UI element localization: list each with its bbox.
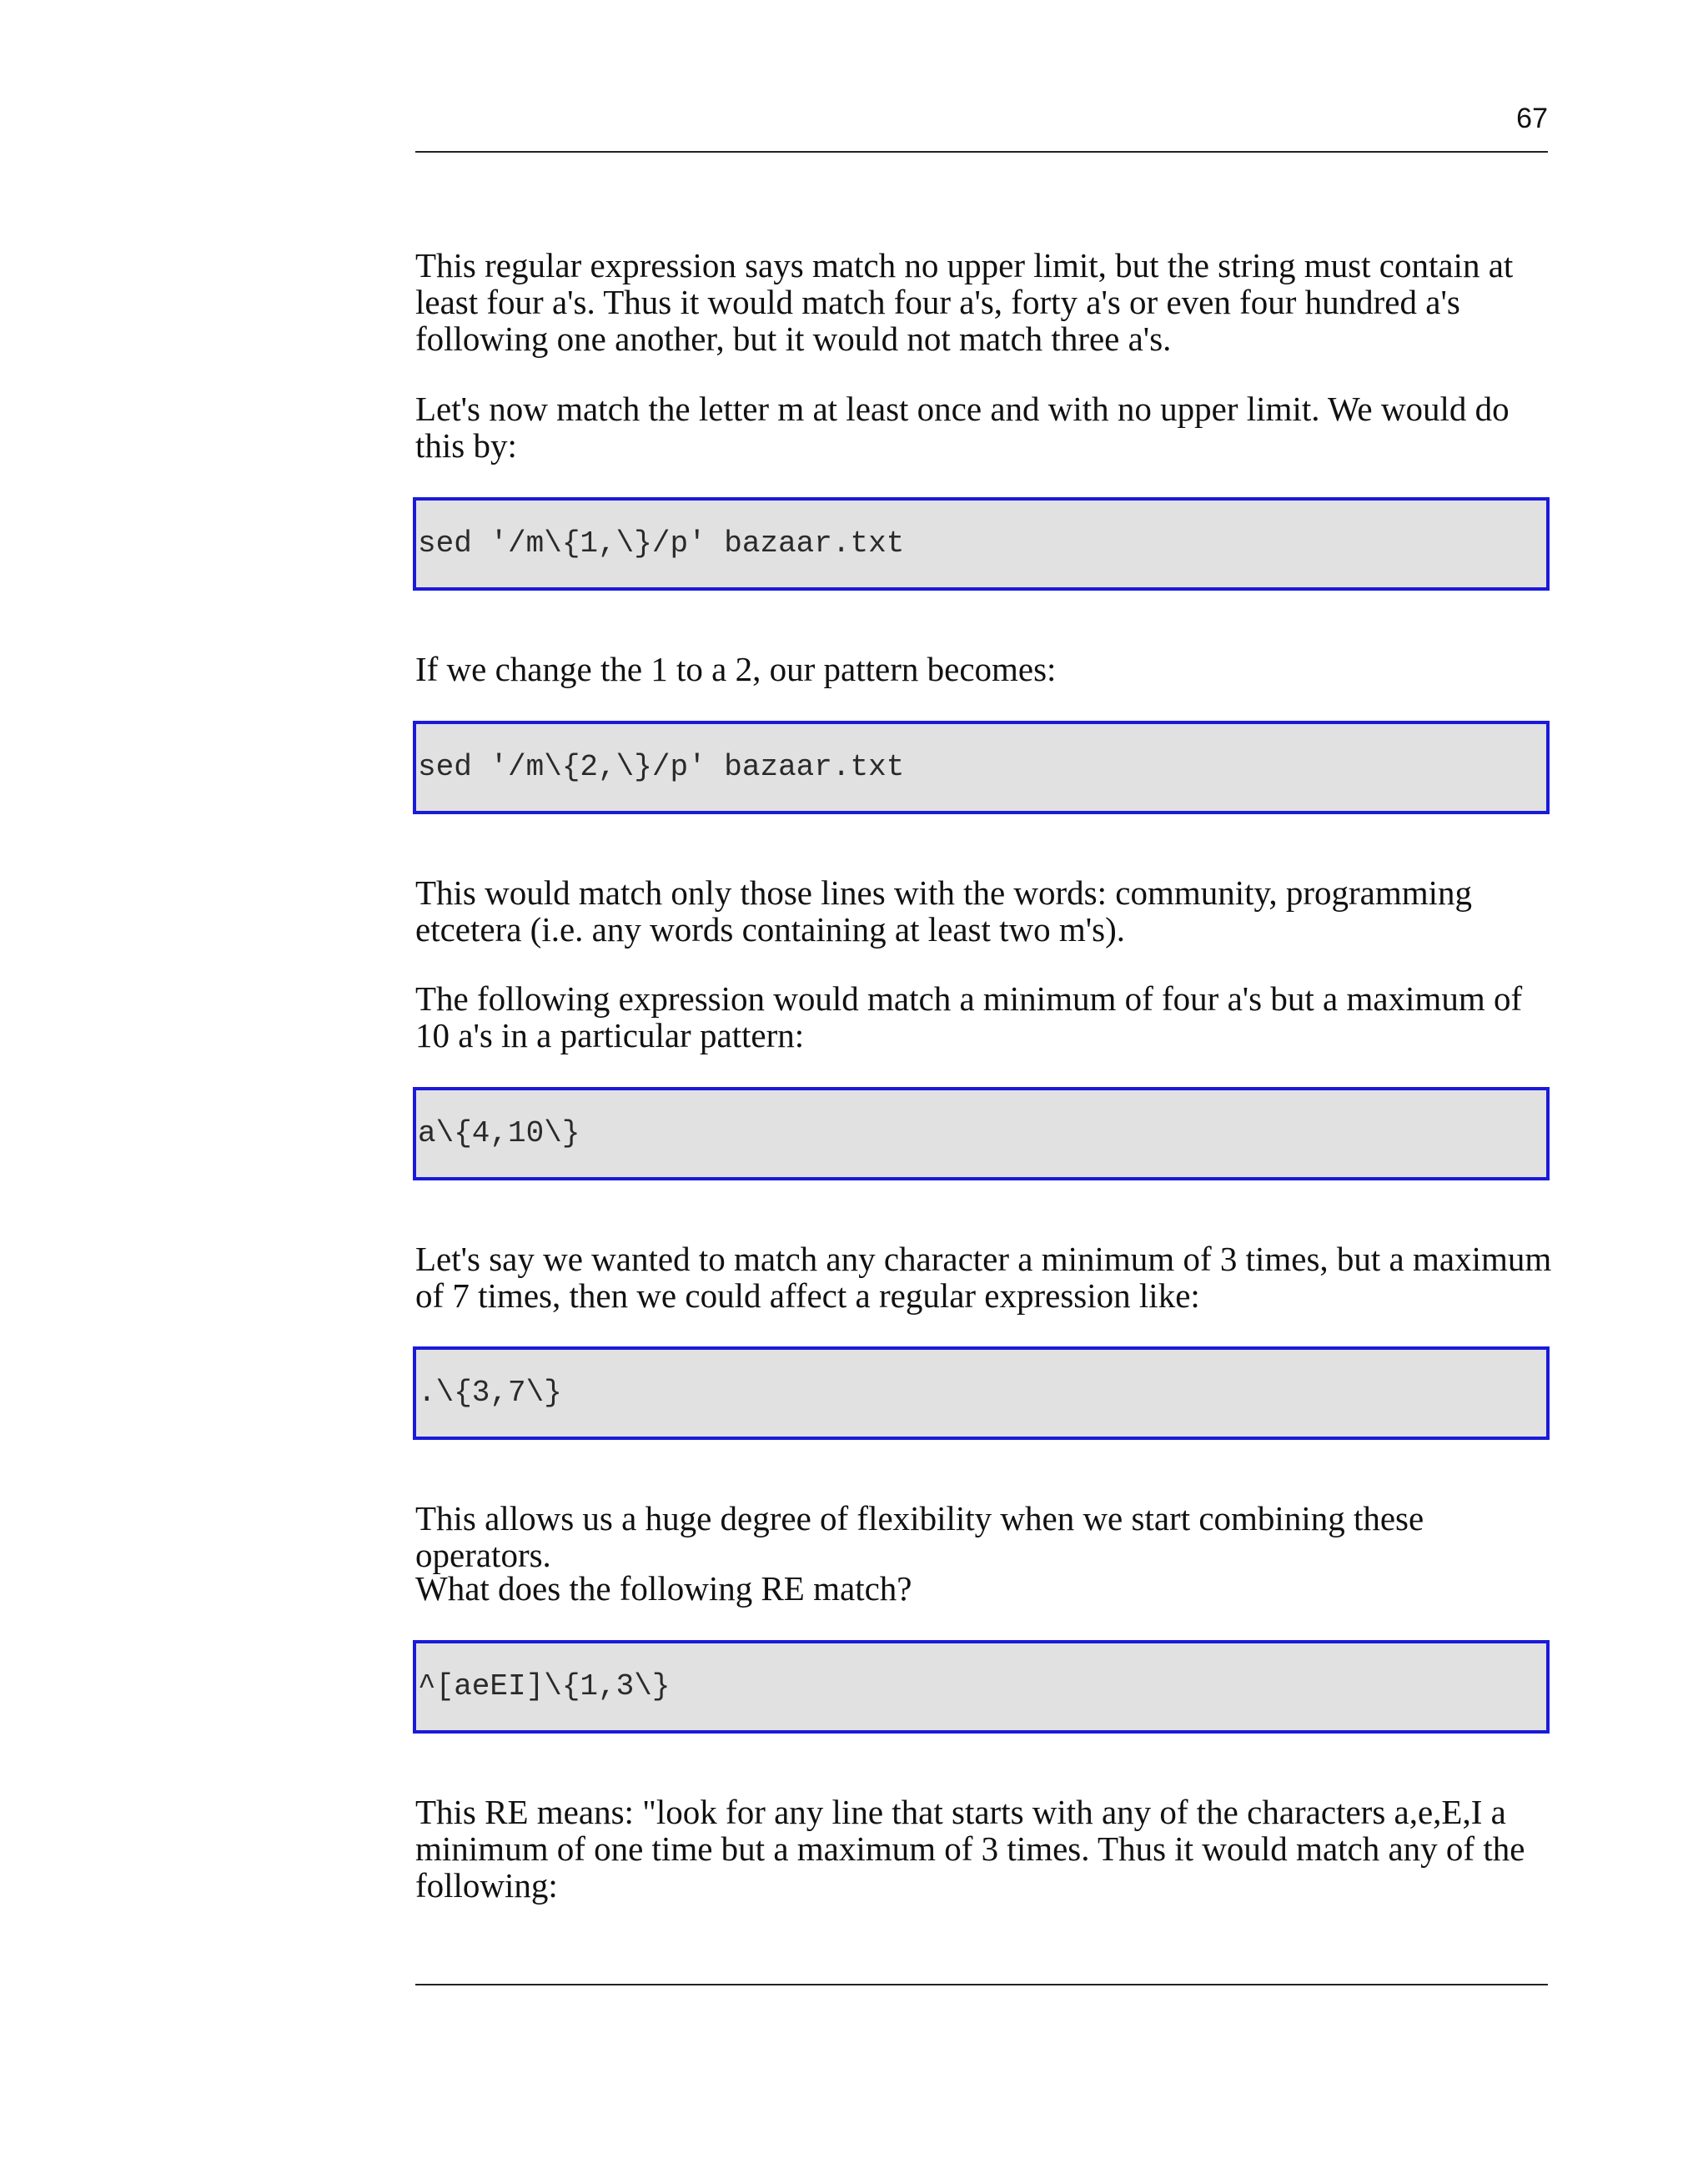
- code-text-2: sed '/m\{2,\}/p' bazaar.txt: [418, 750, 905, 784]
- paragraph-2: Let's now match the letter m at least once and with no upper limit. We would do this by:: [415, 390, 1510, 465]
- code-block-5: [413, 1640, 1550, 1734]
- code-text-1: sed '/m\{1,\}/p' bazaar.txt: [418, 526, 905, 561]
- code-block-1: [413, 497, 1550, 591]
- paragraph-8: What does the following RE match?: [415, 1569, 912, 1608]
- code-text-4: .\{3,7\}: [418, 1376, 562, 1410]
- paragraph-7: This allows us a huge degree of flexibility when we start combining these operators.: [415, 1499, 1424, 1574]
- header-rule: [415, 151, 1548, 153]
- paragraph-5: The following expression would match a minimum of four a's but a maximum of 10 a's in a particular pattern:: [415, 979, 1523, 1054]
- footer-rule: [415, 1984, 1548, 1985]
- code-block-4: [413, 1346, 1550, 1440]
- code-block-2: [413, 721, 1550, 814]
- paragraph-6: Let's say we wanted to match any character a minimum of 3 times, but a maximum of 7 times, then we could affect a regular expression like:: [415, 1240, 1552, 1315]
- paragraph-9: This RE means: "look for any line that starts with any of the characters a,e,E,I a minimum of one time but a maximum of 3 times. Thus it would match any of the following:: [415, 1793, 1525, 1905]
- code-text-5: ^[aeEI]\{1,3\}: [418, 1669, 671, 1703]
- page-number: 67: [1516, 103, 1548, 134]
- code-text-3: a\{4,10\}: [418, 1116, 580, 1150]
- paragraph-4: This would match only those lines with the words: community, programming etcetera (i.e. any words containing at least two m's).: [415, 873, 1473, 949]
- code-block-3: [413, 1087, 1550, 1180]
- paragraph-3: If we change the 1 to a 2, our pattern becomes:: [415, 650, 1057, 688]
- paragraph-1: This regular expression says match no upper limit, but the string must contain at least four a's. Thus it would match four a's, forty a's or even four hundred a's following one another, but it would not match three a's.: [415, 246, 1514, 358]
